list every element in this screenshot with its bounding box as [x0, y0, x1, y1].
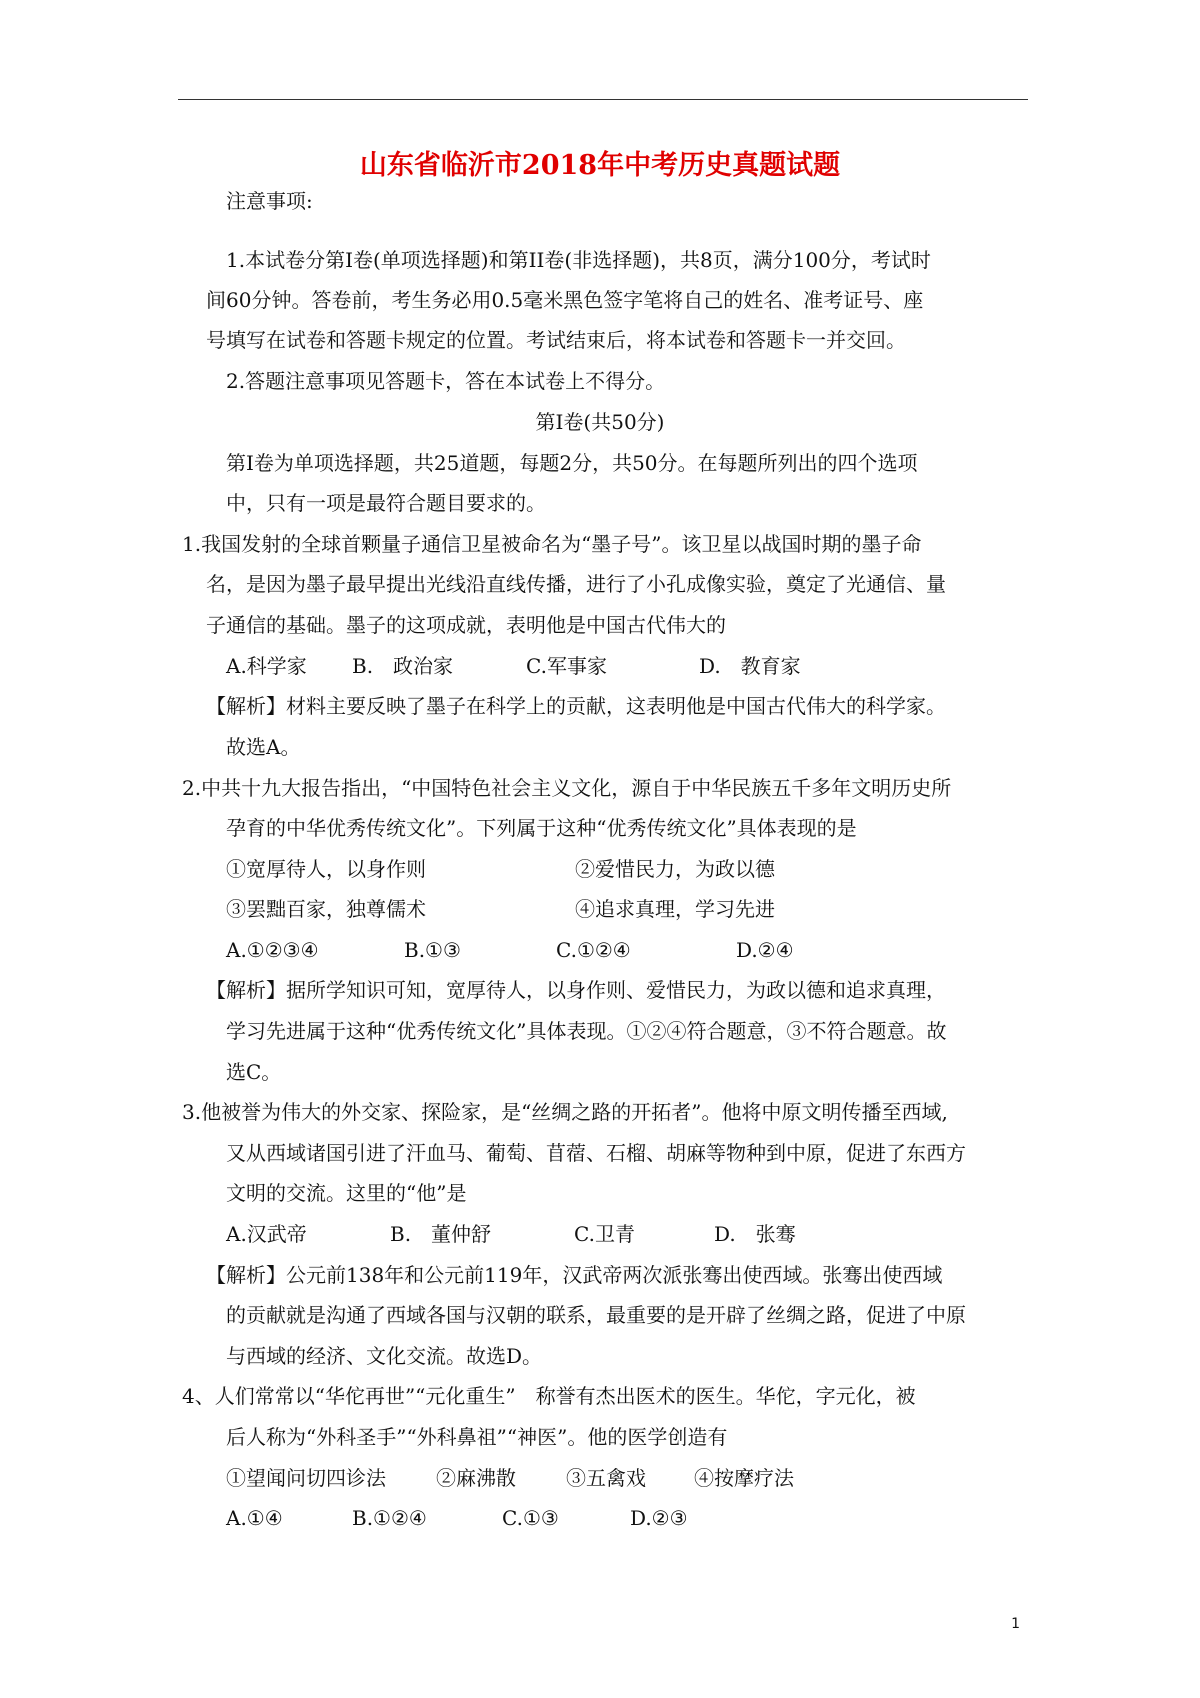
notice-line: 2.答题注意事项见答题卡，答在本试卷上不得分。: [226, 369, 666, 393]
option-d: D.②④: [736, 938, 794, 962]
section-heading: 第I卷(共50分): [535, 410, 665, 434]
question-stem: 文明的交流。这里的“他”是: [226, 1181, 467, 1205]
analysis: 【解析】据所学知识可知，宽厚待人，以身作则、爱惜民力，为政以德和追求真理，: [206, 978, 946, 1002]
question-stem: 后人称为“外科圣手”“外科鼻祖”“神医”。他的医学创造有: [226, 1425, 728, 1449]
statement-item: ④按摩疗法: [694, 1466, 794, 1490]
statement-item: ①宽厚待人，以身作则: [226, 857, 426, 881]
page-number: 1: [1011, 1616, 1020, 1632]
analysis: 选C。: [226, 1060, 282, 1084]
option-a: A.科学家: [226, 654, 307, 678]
analysis: 学习先进属于这种“优秀传统文化”具体表现。①②④符合题意，③不符合题意。故: [226, 1019, 947, 1043]
notice-line: 1.本试卷分第I卷(单项选择题)和第II卷(非选择题)，共8页，满分100分，考试时: [226, 248, 931, 272]
section-intro: 中，只有一项是最符合题目要求的。: [226, 491, 546, 515]
statement-item: ①望闻问切四诊法: [226, 1466, 386, 1490]
statement-item: ②麻沸散: [436, 1466, 516, 1490]
statement-item: ②爱惜民力，为政以德: [575, 857, 775, 881]
notice-heading: 注意事项:: [226, 189, 313, 213]
option-a: A.①②③④: [226, 938, 319, 962]
question-stem: 2.中共十九大报告指出，“中国特色社会主义文化，源自于中华民族五千多年文明历史所: [182, 776, 952, 800]
statement-item: ③五禽戏: [566, 1466, 646, 1490]
question-stem: 又从西域诸国引进了汗血马、葡萄、苜蓿、石榴、胡麻等物种到中原，促进了东西方: [226, 1141, 966, 1165]
question-stem: 4、人们常常以“华佗再世”“元化重生” 称誉有杰出医术的医生。华佗，字元化，被: [182, 1384, 916, 1408]
analysis: 故选A。: [226, 735, 301, 759]
option-b: B. 董仲舒: [390, 1222, 492, 1246]
notice-line: 号填写在试卷和答题卡规定的位置。考试结束后，将本试卷和答题卡一并交回。: [206, 328, 906, 352]
section-intro: 第I卷为单项选择题，共25道题，每题2分，共50分。在每题所列出的四个选项: [226, 451, 918, 475]
question-stem: 3.他被誉为伟大的外交家、探险家，是“丝绸之路的开拓者”。他将中原文明传播至西域,: [182, 1100, 948, 1124]
option-b: B.①②④: [352, 1506, 427, 1530]
question-stem: 名，是因为墨子最早提出光线沿直线传播，进行了小孔成像实验，奠定了光通信、量: [206, 572, 946, 596]
statement-item: ④追求真理，学习先进: [575, 897, 775, 921]
option-d: D. 教育家: [699, 654, 801, 678]
question-stem: 孕育的中华优秀传统文化”。下列属于这种“优秀传统文化”具体表现的是: [226, 816, 857, 840]
question-stem: 子通信的基础。墨子的这项成就，表明他是中国古代伟大的: [206, 613, 726, 637]
question-stem: 1.我国发射的全球首颗量子通信卫星被命名为“墨子号”。该卫星以战国时期的墨子命: [182, 532, 922, 556]
option-d: D.②③: [630, 1506, 688, 1530]
option-c: C.①②④: [556, 938, 631, 962]
option-a: A.汉武帝: [226, 1222, 307, 1246]
option-c: C.军事家: [526, 654, 607, 678]
analysis: 的贡献就是沟通了西域各国与汉朝的联系，最重要的是开辟了丝绸之路，促进了中原: [226, 1303, 966, 1327]
analysis: 【解析】公元前138年和公元前119年，汉武帝两次派张骞出使西域。张骞出使西域: [206, 1263, 943, 1287]
option-b: B.①③: [404, 938, 461, 962]
page-title: 山东省临沂市2018年中考历史真题试题: [359, 150, 841, 181]
analysis: 与西域的经济、文化交流。故选D。: [226, 1344, 543, 1368]
option-d: D. 张骞: [714, 1222, 796, 1246]
notice-line: 间60分钟。答卷前，考生务必用0.5毫米黑色签字笔将自己的姓名、准考证号、座: [206, 288, 924, 312]
option-a: A.①④: [226, 1506, 283, 1530]
option-b: B. 政治家: [352, 654, 454, 678]
header-rule: [178, 99, 1028, 100]
option-c: C.卫青: [574, 1222, 635, 1246]
analysis: 【解析】材料主要反映了墨子在科学上的贡献，这表明他是中国古代伟大的科学家。: [206, 694, 946, 718]
option-c: C.①③: [502, 1506, 559, 1530]
statement-item: ③罢黜百家，独尊儒术: [226, 897, 426, 921]
